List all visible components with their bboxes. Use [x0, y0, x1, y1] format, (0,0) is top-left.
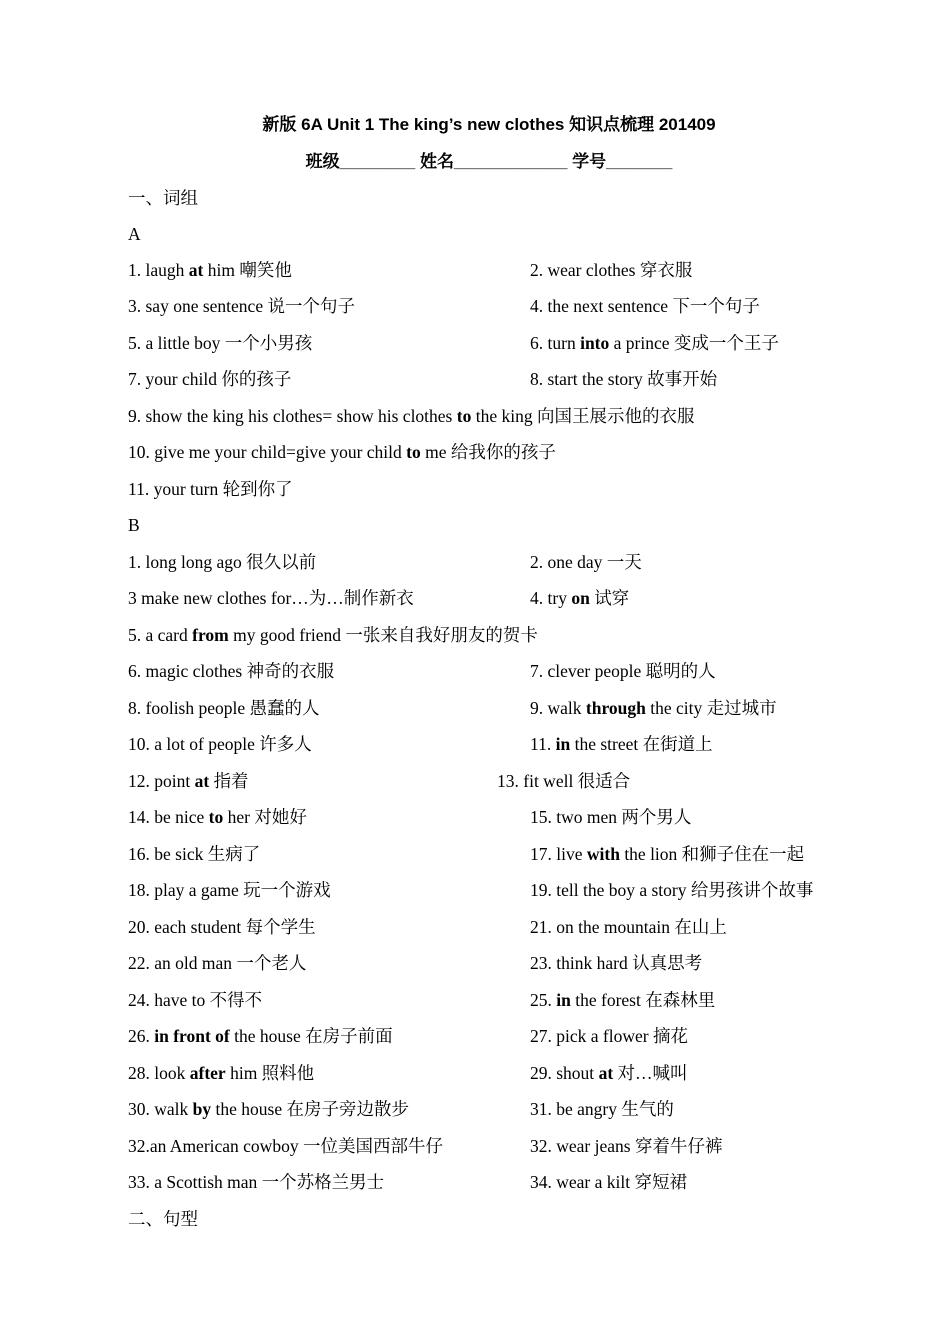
phrase-item: 29. shout at 对…喊叫 — [530, 1063, 688, 1083]
document-title: 新版 6A Unit 1 The king’s new clothes 知识点梳理 201409 — [262, 115, 716, 134]
phrase-item: 34. wear a kilt 穿短裙 — [530, 1172, 687, 1192]
phrase-item: 4. the next sentence 下一个句子 — [530, 296, 760, 316]
phrase-item: 17. live with the lion 和狮子住在一起 — [530, 844, 805, 864]
phrase-item: 7. clever people 聪明的人 — [530, 661, 716, 681]
phrase-item: 10. a lot of people 许多人 — [128, 734, 312, 754]
phrase-item: 1. long long ago 很久以前 — [128, 552, 317, 572]
phrase-item: 14. be nice to her 对她好 — [128, 807, 307, 827]
phrase-item: 9. walk through the city 走过城市 — [530, 698, 777, 718]
phrase-item: 20. each student 每个学生 — [128, 917, 316, 937]
phrase-item: 19. tell the boy a story 给男孩讲个故事 — [530, 880, 814, 900]
phrase-item: 11. in the street 在街道上 — [530, 734, 713, 754]
phrase-item: 27. pick a flower 摘花 — [530, 1026, 688, 1046]
phrase-item: 11. your turn 轮到你了 — [128, 479, 293, 499]
phrase-item: 24. have to 不得不 — [128, 990, 263, 1010]
phrase-item: 13. fit well 很适合 — [497, 771, 631, 791]
part-b-label: B — [128, 515, 140, 535]
phrase-item: 9. show the king his clothes= show his clothes to the king 向国王展示他的衣服 — [128, 406, 695, 426]
phrase-item: 6. turn into a prince 变成一个王子 — [530, 333, 779, 353]
phrase-item: 8. foolish people 愚蠢的人 — [128, 698, 320, 718]
phrase-item: 10. give me your child=give your child to me 给我你的孩子 — [128, 442, 556, 462]
phrase-item: 18. play a game 玩一个游戏 — [128, 880, 331, 900]
phrase-item: 33. a Scottish man 一个苏格兰男士 — [128, 1172, 385, 1192]
phrase-item: 15. two men 两个男人 — [530, 807, 692, 827]
phrase-item: 5. a card from my good friend 一张来自我好朋友的贺卡 — [128, 625, 538, 645]
phrase-item: 28. look after him 照料他 — [128, 1063, 315, 1083]
phrase-item: 16. be sick 生病了 — [128, 844, 261, 864]
phrase-item: 32.an American cowboy 一位美国西部牛仔 — [128, 1136, 443, 1156]
phrase-item: 3 make new clothes for…为…制作新衣 — [128, 588, 414, 608]
phrase-item: 4. try on 试穿 — [530, 588, 630, 608]
phrase-item: 6. magic clothes 神奇的衣服 — [128, 661, 335, 681]
phrase-item: 7. your child 你的孩子 — [128, 369, 292, 389]
part-a-label: A — [128, 224, 141, 244]
section-heading-phrases: 一、词组 — [128, 188, 198, 208]
phrase-item: 21. on the mountain 在山上 — [530, 917, 727, 937]
phrase-item: 5. a little boy 一个小男孩 — [128, 333, 313, 353]
phrase-item: 2. wear clothes 穿衣服 — [530, 260, 693, 280]
phrase-item: 12. point at 指着 — [128, 771, 249, 791]
phrase-item: 30. walk by the house 在房子旁边散步 — [128, 1099, 409, 1119]
section-heading-sentences: 二、句型 — [128, 1209, 198, 1229]
phrase-item: 3. say one sentence 说一个句子 — [128, 296, 355, 316]
phrase-item: 2. one day 一天 — [530, 552, 642, 572]
phrase-item: 31. be angry 生气的 — [530, 1099, 674, 1119]
phrase-item: 26. in front of the house 在房子前面 — [128, 1026, 393, 1046]
student-info-line: 班级________ 姓名____________ 学号_______ — [305, 152, 673, 171]
phrase-item: 22. an old man 一个老人 — [128, 953, 307, 973]
phrase-item: 32. wear jeans 穿着牛仔裤 — [530, 1136, 723, 1156]
phrase-item: 1. laugh at him 嘲笑他 — [128, 260, 292, 280]
phrase-item: 8. start the story 故事开始 — [530, 369, 718, 389]
phrase-item: 25. in the forest 在森林里 — [530, 990, 716, 1010]
phrase-item: 23. think hard 认真思考 — [530, 953, 703, 973]
